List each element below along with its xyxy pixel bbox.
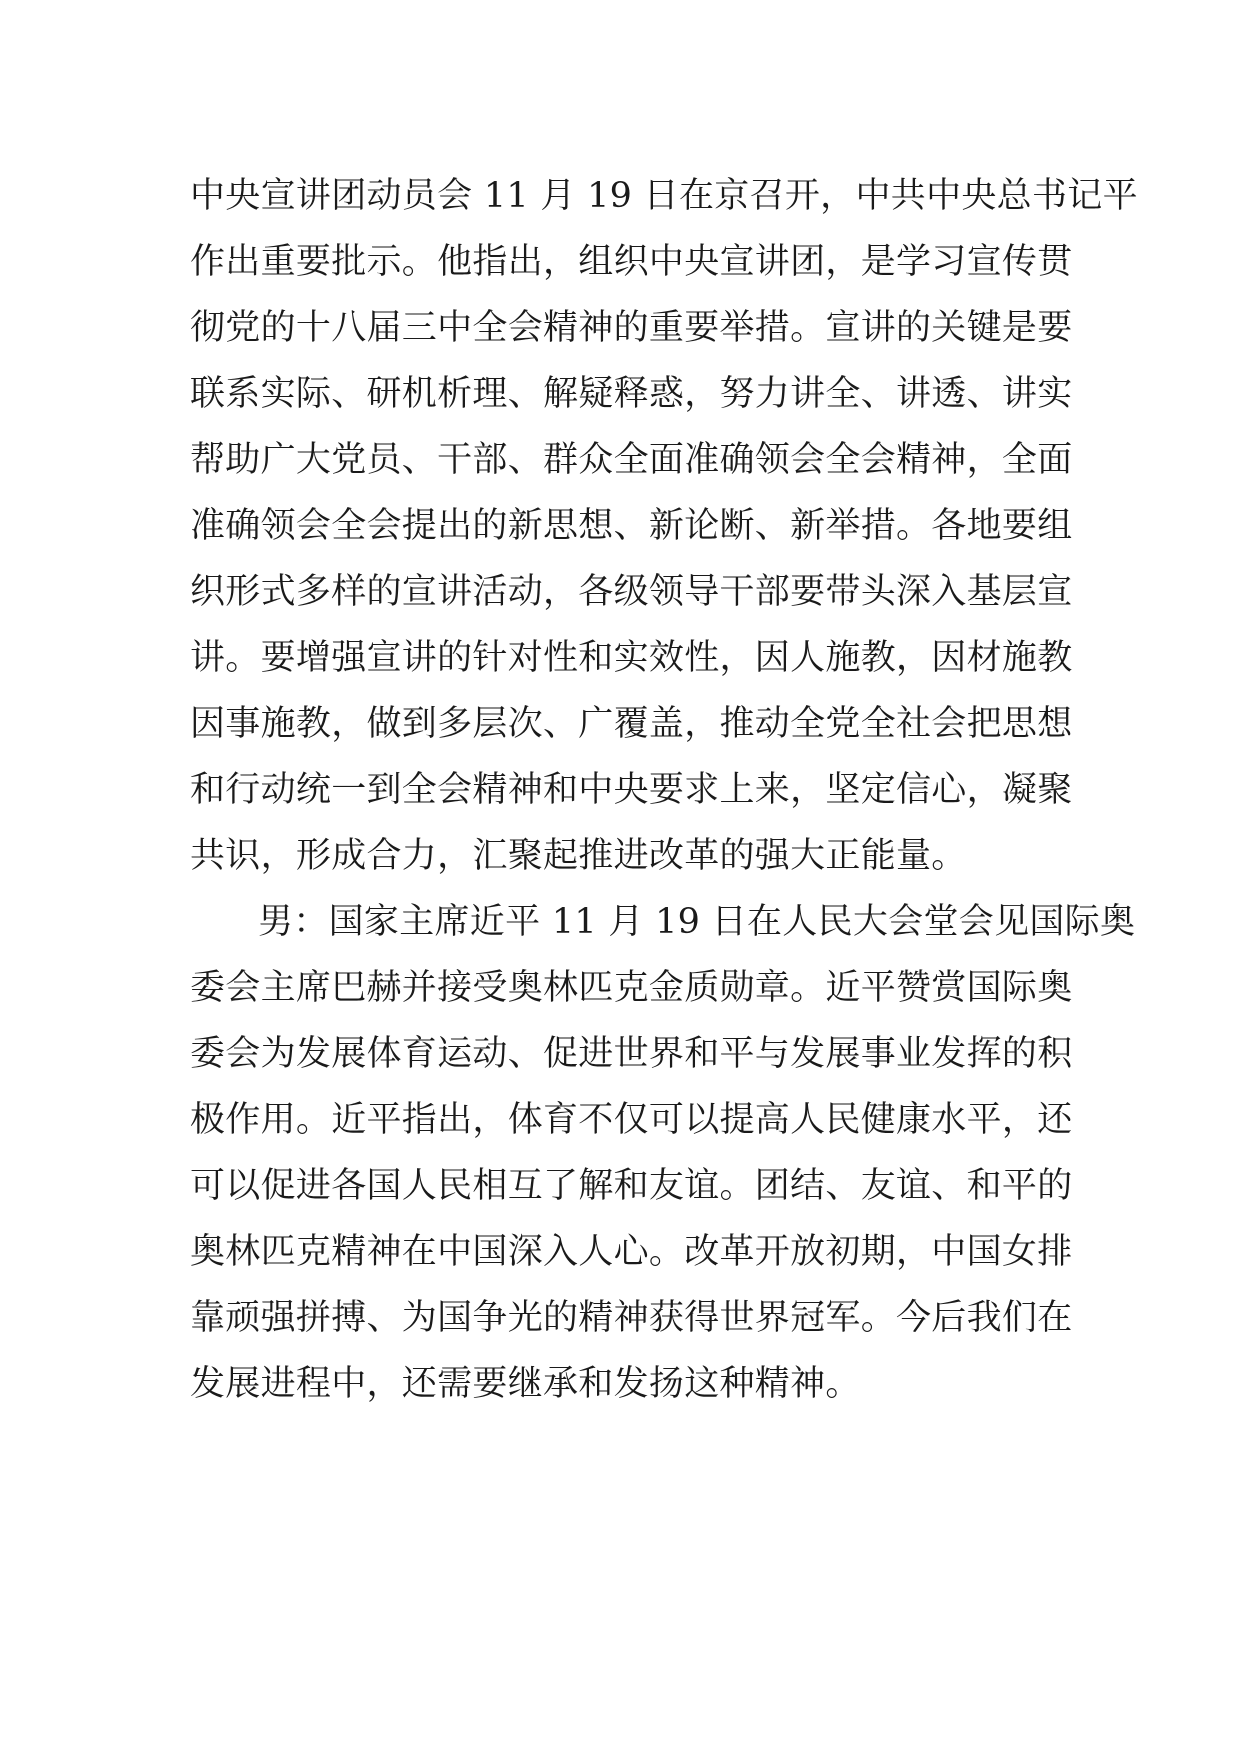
paragraph-1-line-10: 和行动统一到全会精神和中央要求上来，坚定信心，凝聚 (190, 770, 1073, 810)
paragraph-1-line-7: 织形式多样的宣讲活动，各级领导干部要带头深入基层宣 (190, 572, 1073, 612)
paragraph-1-line-2: 作出重要批示。他指出，组织中央宣讲团，是学习宣传贯 (190, 242, 1073, 282)
paragraph-1-line-5: 帮助广大党员、干部、群众全面准确领会全会精神，全面 (190, 440, 1073, 480)
paragraph-1-line-3: 彻党的十八届三中全会精神的重要举措。宣讲的关键是要 (190, 308, 1073, 348)
paragraph-2-line-7: 靠顽强拼搏、为国争光的精神获得世界冠军。今后我们在 (190, 1298, 1073, 1338)
paragraph-2-line-3: 委会为发展体育运动、促进世界和平与发展事业发挥的积 (190, 1034, 1073, 1074)
paragraph-1-line-4: 联系实际、研机析理、解疑释惑，努力讲全、讲透、讲实 (190, 374, 1073, 414)
paragraph-1-line-6: 准确领会全会提出的新思想、新论断、新举措。各地要组 (190, 506, 1073, 546)
paragraph-1-line-11: 共识，形成合力，汇聚起推进改革的强大正能量。 (190, 836, 967, 876)
paragraph-2-line-4: 极作用。近平指出，体育不仅可以提高人民健康水平，还 (190, 1100, 1073, 1140)
paragraph-2-line-5: 可以促进各国人民相互了解和友谊。团结、友谊、和平的 (190, 1166, 1073, 1206)
paragraph-2-line-1: 男：国家主席近平 11 月 19 日在人民大会堂会见国际奥 (258, 902, 1136, 942)
paragraph-2-line-8: 发展进程中，还需要继承和发扬这种精神。 (190, 1364, 861, 1404)
paragraph-1-line-1: 中央宣讲团动员会 11 月 19 日在京召开，中共中央总书记平 (190, 176, 1138, 216)
paragraph-1-line-9: 因事施教，做到多层次、广覆盖，推动全党全社会把思想 (190, 704, 1073, 744)
paragraph-2-line-6: 奥林匹克精神在中国深入人心。改革开放初期，中国女排 (190, 1232, 1073, 1272)
paragraph-2-line-2: 委会主席巴赫并接受奥林匹克金质勋章。近平赞赏国际奥 (190, 968, 1073, 1008)
paragraph-1-line-8: 讲。要增强宣讲的针对性和实效性，因人施教，因材施教 (190, 638, 1073, 678)
